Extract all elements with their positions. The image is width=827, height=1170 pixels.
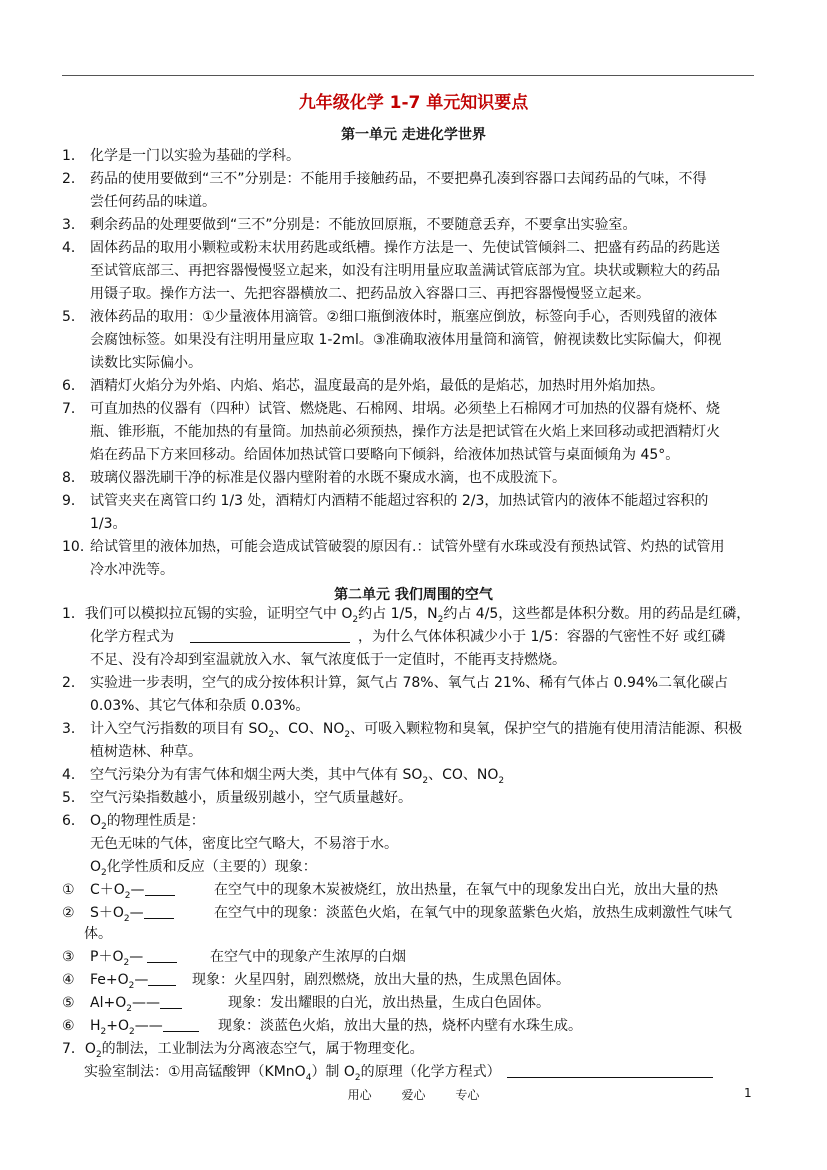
reaction-3-num: ③ xyxy=(62,949,75,965)
u1-item-number: 9． xyxy=(62,493,85,509)
u1-item-line: 瓶、锥形瓶，不能加热的有量筒。加热前必须预热，操作方法是把试管在火焰上来回移动或把酒精灯火 xyxy=(90,424,720,440)
u2-item3-line2: 植树造林、种草。 xyxy=(90,744,202,760)
footer-motto xyxy=(0,1086,827,1103)
reaction-1-blank[interactable] xyxy=(145,881,175,896)
reaction-1-num: ① xyxy=(62,882,75,898)
u1-item-number: 1． xyxy=(62,148,85,164)
reaction-5-num: ⑤ xyxy=(62,995,75,1011)
reaction-3-equation: $P+O_2—$ xyxy=(90,947,177,973)
reaction-4-num: ④ xyxy=(62,972,75,988)
reaction-4-text: 现象：火星四射，剧烈燃烧，放出大量的热，生成黑色固体。 xyxy=(192,972,570,988)
footer-motto-2: 爱心 xyxy=(401,1088,426,1102)
reaction-2-num: ② xyxy=(62,905,75,921)
u1-item-line: 给试管里的液体加热，可能会造成试管破裂的原因有.：试管外壁有水珠或没有预热试管、灼热的试管用 xyxy=(90,539,725,555)
kmno4-equation-blank[interactable] xyxy=(507,1063,713,1078)
u2-item2-line1: 实验进一步表明，空气的成分按体积计算，氮气占 78%、氧气占 21%、稀有气体占 0.94%二氧化碳占 xyxy=(90,675,729,691)
u2-item7-line2: 实验室制法：①用高锰酸钾（KMnO$_4$）制 $O_2$的原理（化学方程式） xyxy=(84,1062,713,1088)
footer-motto-3: 专心 xyxy=(455,1088,480,1102)
unit1-heading: 第一单元 走进化学世界 xyxy=(341,127,486,143)
u2-item6-line1: $O_2$的物理性质是： xyxy=(90,813,205,832)
reaction-6-num: ⑥ xyxy=(62,1018,75,1034)
reaction-6-blank[interactable] xyxy=(163,1017,199,1032)
reaction-6-text: 现象：淡蓝色火焰，放出大量的热，烧杯内壁有水珠生成。 xyxy=(218,1018,582,1034)
u2-item1-line1: 1．我们可以模拟拉瓦锡的实验，证明空气中 $O_2$约占 1/5，$N_2$约占 4/5，这些都是体积分数。用的药品是红磷， xyxy=(62,606,751,625)
unit2-heading: 第二单元 我们周围的空气 xyxy=(334,587,493,603)
reaction-2-blank[interactable] xyxy=(144,904,174,919)
reaction-3-blank[interactable] xyxy=(147,948,177,963)
u1-item-line: 试管夹夹在离管口约 1/3 处，酒精灯内酒精不能超过容积的 2/3，加热试管内的液体不能超过容积的 xyxy=(90,493,709,509)
u2-item5-num: 5． xyxy=(62,790,85,806)
u1-item-line: 药品的使用要做到“三不”分别是：不能用手接触药品，不要把鼻孔凑到容器口去闻药品的气味，不得 xyxy=(90,171,707,187)
reaction-1-text: 在空气中的现象木炭被烧红，放出热量，在氧气中的现象发出白光，放出大量的热 xyxy=(214,882,718,898)
reaction-5-equation: $Al+O_2——$ xyxy=(90,993,182,1019)
reaction-2-text: 在空气中的现象：淡蓝色火焰，在氧气中的现象蓝紫色火焰，放热生成刺激性气味气 xyxy=(214,905,732,921)
u2-item1-line2: 化学方程式为 ，为什么气体体积减少小于 1/5：容器的气密性不好 或红磷 xyxy=(90,629,726,645)
u2-item3-num: 3． xyxy=(62,721,85,737)
u1-item-number: 2． xyxy=(62,171,85,187)
u1-item-line: 可直加热的仪器有（四种）试管、燃烧匙、石棉网、坩埚。必须垫上石棉网才可加热的仪器有烧杯、烧 xyxy=(90,401,720,417)
u1-item-line: 化学是一门以实验为基础的学科。 xyxy=(90,148,300,164)
u1-item-line: 用镊子取。操作方法一、先把容器横放二、把药品放入容器口三、再把容器慢慢竖立起来。 xyxy=(90,286,650,302)
u1-item-line: 至试管底部三、再把容器慢慢竖立起来，如没有注明用量应取盖满试管底部为宜。块状或颗粒大的药品 xyxy=(90,263,720,279)
u2-item4-num: 4． xyxy=(62,767,85,783)
u1-item-line: 会腐蚀标签。如果没有注明用量应取 1-2ml。③准确取液体用量筒和滴管，俯视读数比实际偏大，仰视 xyxy=(90,332,722,348)
u1-item-line: 读数比实际偏小。 xyxy=(90,355,202,371)
reaction-5-blank[interactable] xyxy=(160,994,182,1009)
header-rule xyxy=(62,75,754,76)
u1-item-line: 酒精灯火焰分为外焰、内焰、焰芯，温度最高的是外焰，最低的是焰芯，加热时用外焰加热。 xyxy=(90,378,664,394)
u1-item-number: 10． xyxy=(62,539,94,555)
reaction-3-text: 在空气中的现象产生浓厚的白烟 xyxy=(210,949,406,965)
reaction-4-equation: $Fe+O_2—$ xyxy=(90,970,176,996)
page-title: 九年级化学 1-7 单元知识要点 xyxy=(298,93,529,113)
footer-motto-1: 用心 xyxy=(347,1088,372,1102)
u1-item-number: 5． xyxy=(62,309,85,325)
reaction-1-equation: $C+O_2—$ xyxy=(90,880,175,906)
reaction-2-equation: $S+O_2—$ xyxy=(90,903,174,929)
u2-item1-line3: 不足、没有冷却到室温就放入水、氧气浓度低于一定值时，不能再支持燃烧。 xyxy=(90,652,566,668)
u1-item-number: 4． xyxy=(62,240,85,256)
reaction-5-text: 现象：发出耀眼的白光，放出热量，生成白色固体。 xyxy=(228,995,550,1011)
equation-blank[interactable] xyxy=(190,628,350,643)
u2-item7-line1: 7．$O_2$的制法，工业制法为分离液态空气，属于物理变化。 xyxy=(62,1041,424,1060)
u1-item-line: 焰在药品下方来回移动。给固体加热试管口要略向下倾斜，给液体加热试管与桌面倾角为 45°。 xyxy=(90,447,680,463)
u2-item2-num: 2． xyxy=(62,675,85,691)
u1-item-number: 6． xyxy=(62,378,85,394)
u1-item-number: 7． xyxy=(62,401,85,417)
u2-item5-line: 空气污染指数越小，质量级别越小，空气质量越好。 xyxy=(90,790,412,806)
u2-item4-line: 空气污染分为有害气体和烟尘两大类，其中气体有 $SO_2$、CO、$NO_2$ xyxy=(90,767,505,786)
u2-item3-line1: 计入空气污指数的项目有 $SO_2$、CO、$NO_2$、可吸入颗粒物和臭氧，保护空气的措施有使用清洁能源、积极 xyxy=(90,721,743,740)
u2-item6-line2: 无色无味的气体，密度比空气略大，不易溶于水。 xyxy=(90,836,398,852)
u1-item-line: 剩余药品的处理要做到“三不”分别是：不能放回原瓶，不要随意丢弃，不要拿出实验室。 xyxy=(90,217,637,233)
u2-item6-num: 6． xyxy=(62,813,85,829)
u2-item2-line2: 0.03%、其它气体和杂质 0.03%。 xyxy=(90,698,310,714)
u1-item-line: 冷水冲洗等。 xyxy=(90,562,174,578)
page-number: 1 xyxy=(744,1086,752,1100)
u1-item-line: 尝任何药品的味道。 xyxy=(90,194,216,210)
u1-item-line: 固体药品的取用小颗粒或粉末状用药匙或纸槽。操作方法是一、先使试管倾斜二、把盛有药品的药匙送 xyxy=(90,240,720,256)
u1-item-line: 液体药品的取用：①少量液体用滴管。②细口瓶倒液体时，瓶塞应倒放，标签向手心，否则残留的液体 xyxy=(90,309,718,325)
u1-item-line: 玻璃仪器洗刷干净的标准是仪器内壁附着的水既不聚成水滴，也不成股流下。 xyxy=(90,470,566,486)
reaction-4-blank[interactable] xyxy=(148,971,176,986)
u1-item-number: 3． xyxy=(62,217,85,233)
u1-item-number: 8． xyxy=(62,470,85,486)
reaction-6-equation: $H_2+O_2——$ xyxy=(90,1016,199,1042)
reaction-2-text-cont: 体。 xyxy=(84,926,112,942)
u1-item-line: 1/3。 xyxy=(90,516,127,532)
u2-item6-line3: $O_2$化学性质和反应（主要的）现象： xyxy=(90,859,317,878)
